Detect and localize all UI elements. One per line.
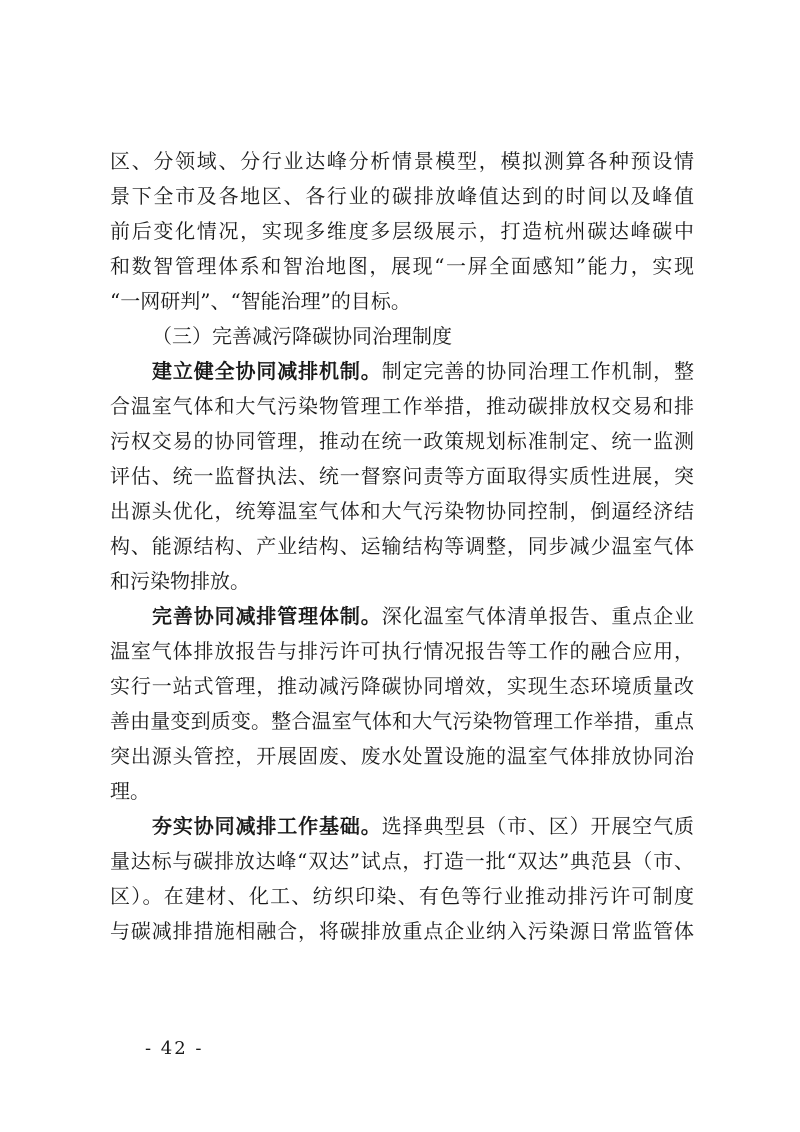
text-line: 出源头优化，统筹温室气体和大气污染物协同控制，倒逼经济结	[110, 499, 694, 523]
paragraph-first-line	[110, 809, 694, 844]
paragraph-text: 制定完善的协同治理工作机制，整	[381, 359, 695, 383]
text-line: 评估、统一监督执法、统一督察问责等方面取得实质性进展，突	[110, 464, 694, 488]
text-line: 和污染物排放。	[110, 569, 250, 593]
paragraph-first-line	[110, 354, 694, 389]
body-text	[110, 144, 694, 949]
text-line: 理。	[110, 779, 150, 803]
text-line: “一网研判”、“智能治理”的目标。	[110, 289, 411, 313]
paragraph-first-line	[110, 599, 694, 634]
paragraph-title: 建立健全协同减排机制。	[152, 359, 382, 383]
text-line: 污权交易的协同管理，推动在统一政策规划标准制定、统一监测	[110, 429, 694, 453]
text-line: 区）。在建材、化工、纺织印染、有色等行业推动排污许可制度	[110, 884, 694, 908]
text-line: 实行一站式管理，推动减污降碳协同增效，实现生态环境质量改	[110, 674, 694, 698]
text-line: 前后变化情况，实现多维度多层级展示，打造杭州碳达峰碳中	[110, 219, 694, 243]
section-heading: （三）完善减污降碳协同治理制度	[152, 324, 452, 348]
paragraph-text: 选择典型县（市、区）开展空气质	[381, 814, 695, 838]
text-line: 景下全市及各地区、各行业的碳排放峰值达到的时间以及峰值	[110, 184, 694, 208]
paragraph-text: 深化温室气体清单报告、重点企业	[381, 604, 695, 628]
text-line: 与碳减排措施相融合，将碳排放重点企业纳入污染源日常监管体	[110, 919, 694, 943]
text-line: 构、能源结构、产业结构、运输结构等调整，同步减少温室气体	[110, 534, 694, 558]
paragraph-title: 完善协同减排管理体制。	[152, 604, 382, 628]
text-line: 善由量变到质变。整合温室气体和大气污染物管理工作举措，重点	[110, 709, 694, 733]
text-line: 合温室气体和大气污染物管理工作举措，推动碳排放权交易和排	[110, 394, 694, 418]
text-line: 区、分领域、分行业达峰分析情景模型，模拟测算各种预设情	[110, 149, 694, 173]
page-number: - 42 -	[145, 1038, 204, 1059]
text-line: 温室气体排放报告与排污许可执行情况报告等工作的融合应用，	[110, 639, 694, 663]
paragraph-title: 夯实协同减排工作基础。	[152, 814, 382, 838]
text-line: 突出源头管控，开展固废、废水处置设施的温室气体排放协同治	[110, 744, 694, 768]
text-line: 量达标与碳排放达峰“双达”试点，打造一批“双达”典范县（市、	[110, 849, 694, 873]
text-line: 和数智管理体系和智治地图，展现“一屏全面感知”能力，实现	[110, 254, 694, 278]
